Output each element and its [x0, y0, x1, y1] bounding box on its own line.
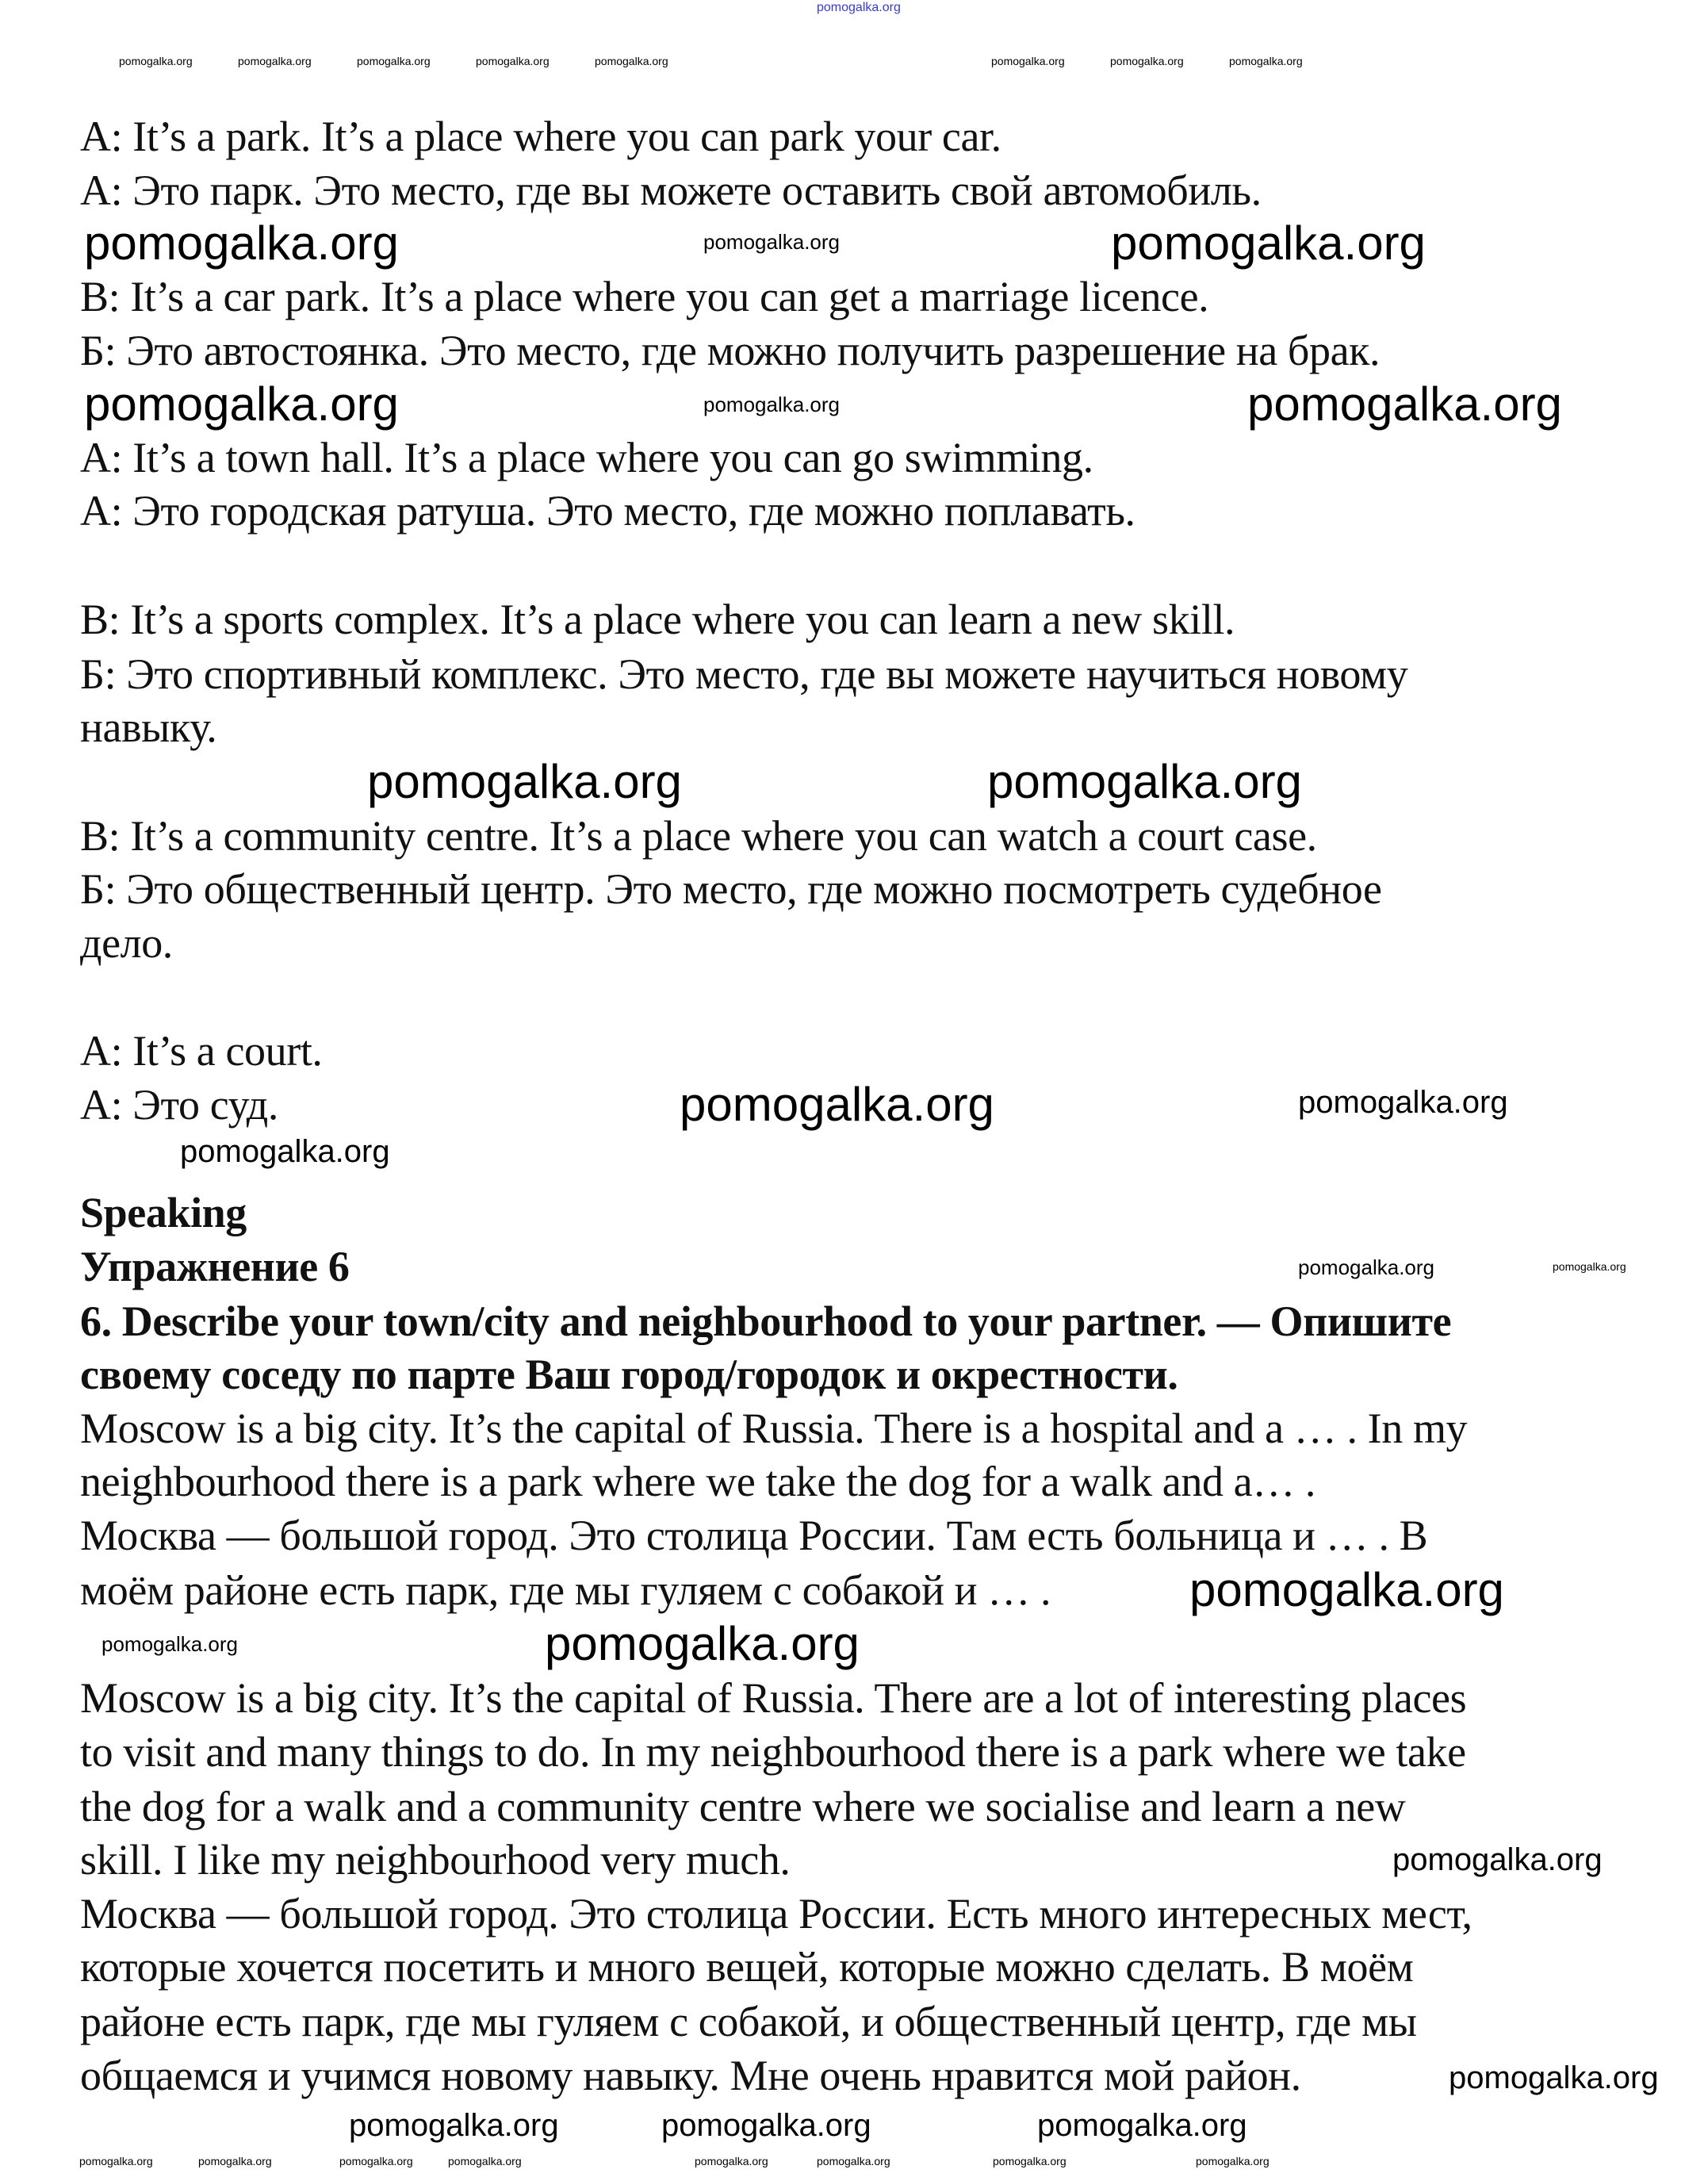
watermark: pomogalka.org	[1449, 2060, 1659, 2095]
watermark: pomogalka.org	[476, 55, 550, 67]
watermark: pomogalka.org	[1229, 55, 1303, 67]
answer-line: районе есть парк, где мы гуляем с собакой, и общественный центр, где мы	[80, 1998, 1417, 2045]
watermark: pomogalka.org	[680, 1078, 994, 1131]
watermark: pomogalka.org	[101, 1632, 238, 1656]
watermark: pomogalka.org	[545, 1617, 860, 1670]
watermark: pomogalka.org	[595, 55, 668, 67]
watermark: pomogalka.org	[349, 2108, 559, 2143]
watermark: pomogalka.org	[993, 2155, 1067, 2167]
task-text: своему соседу по парте Ваш город/городок и окрестности.	[80, 1351, 1178, 1398]
watermark: pomogalka.org	[448, 2155, 522, 2167]
example-line: моём районе есть парк, где мы гуляем с собакой и … .	[80, 1566, 1051, 1614]
answer-line: skill. I like my neighbourhood very much.	[80, 1836, 791, 1884]
watermark: pomogalka.org	[987, 755, 1302, 808]
watermark: pomogalka.org	[1111, 217, 1426, 270]
dialogue-line: A: It’s a town hall. It’s a place where you can go swimming.	[80, 434, 1093, 481]
dialogue-line: B: It’s a sports complex. It’s a place where you can learn a new skill.	[80, 596, 1235, 643]
section-title: Speaking	[80, 1189, 247, 1236]
answer-line: to visit and many things to do. In my neighbourhood there is a park where we take	[80, 1728, 1466, 1776]
watermark: pomogalka.org	[991, 55, 1065, 67]
dialogue-line: навыку.	[80, 703, 217, 751]
answer-line: Moscow is a big city. It’s the capital of Russia. There are a lot of interesting places	[80, 1674, 1467, 1722]
watermark: pomogalka.org	[1553, 1260, 1626, 1273]
watermark: pomogalka.org	[339, 2155, 413, 2167]
answer-line: Москва — большой город. Это столица России. Есть много интересных мест,	[80, 1890, 1472, 1937]
watermark: pomogalka.org	[1298, 1255, 1434, 1279]
watermark: pomogalka.org	[238, 55, 312, 67]
exercise-title: Упражнение 6	[80, 1243, 350, 1290]
watermark: pomogalka.org	[84, 378, 399, 431]
watermark: pomogalka.org	[703, 393, 840, 416]
watermark: pomogalka.org	[1247, 378, 1562, 431]
answer-line: которые хочется посетить и много вещей, которые можно сделать. В моём	[80, 1943, 1414, 1991]
watermark: pomogalka.org	[703, 230, 840, 254]
watermark: pomogalka.org	[1392, 1842, 1603, 1877]
answer-line: общаемся и учимся новому навыку. Мне очень нравится мой район.	[80, 2052, 1301, 2099]
dialogue-line: А: Это городская ратуша. Это место, где можно поплавать.	[80, 487, 1135, 535]
example-line: Moscow is a big city. It’s the capital of Russia. There is a hospital and a … . In my	[80, 1405, 1468, 1452]
watermark: pomogalka.org	[357, 55, 431, 67]
watermark: pomogalka.org	[1196, 2155, 1270, 2167]
watermark: pomogalka.org	[1189, 1563, 1504, 1616]
example-line: Москва — большой город. Это столица России. Там есть больница и … . В	[80, 1512, 1428, 1559]
watermark: pomogalka.org	[817, 2155, 890, 2167]
watermark: pomogalka.org	[84, 217, 399, 270]
watermark: pomogalka.org	[661, 2108, 871, 2143]
watermark: pomogalka.org	[198, 2155, 272, 2167]
task-text: 6. Describe your town/city and neighbourhood to your partner. — Опишите	[80, 1297, 1452, 1345]
watermark: pomogalka.org	[1037, 2108, 1247, 2143]
watermark: pomogalka.org	[1110, 55, 1184, 67]
dialogue-line: Б: Это автостоянка. Это место, где можно получить разрешение на брак.	[80, 327, 1381, 374]
dialogue-line: B: It’s a car park. It’s a place where you can get a marriage licence.	[80, 273, 1209, 320]
watermark: pomogalka.org	[817, 1, 901, 14]
answer-line: the dog for a walk and a community centre where we socialise and learn a new	[80, 1783, 1406, 1830]
watermark: pomogalka.org	[79, 2155, 153, 2167]
dialogue-line: дело.	[80, 919, 173, 967]
dialogue-line: A: It’s a park. It’s a place where you can park your car.	[80, 113, 1001, 160]
watermark: pomogalka.org	[695, 2155, 768, 2167]
dialogue-line: А: Это суд.	[80, 1081, 278, 1129]
watermark: pomogalka.org	[180, 1134, 390, 1169]
watermark: pomogalka.org	[119, 55, 193, 67]
dialogue-line: Б: Это спортивный комплекс. Это место, где вы можете научиться новому	[80, 650, 1408, 698]
watermark: pomogalka.org	[1298, 1085, 1508, 1120]
dialogue-line: Б: Это общественный центр. Это место, где можно посмотреть судебное	[80, 865, 1382, 913]
dialogue-line: B: It’s a community centre. It’s a place where you can watch a court case.	[80, 812, 1317, 860]
example-line: neighbourhood there is a park where we take the dog for a walk and a… .	[80, 1458, 1316, 1505]
dialogue-line: А: Это парк. Это место, где вы можете оставить свой автомобиль.	[80, 167, 1262, 214]
dialogue-line: A: It’s a court.	[80, 1027, 323, 1075]
watermark: pomogalka.org	[367, 755, 682, 808]
